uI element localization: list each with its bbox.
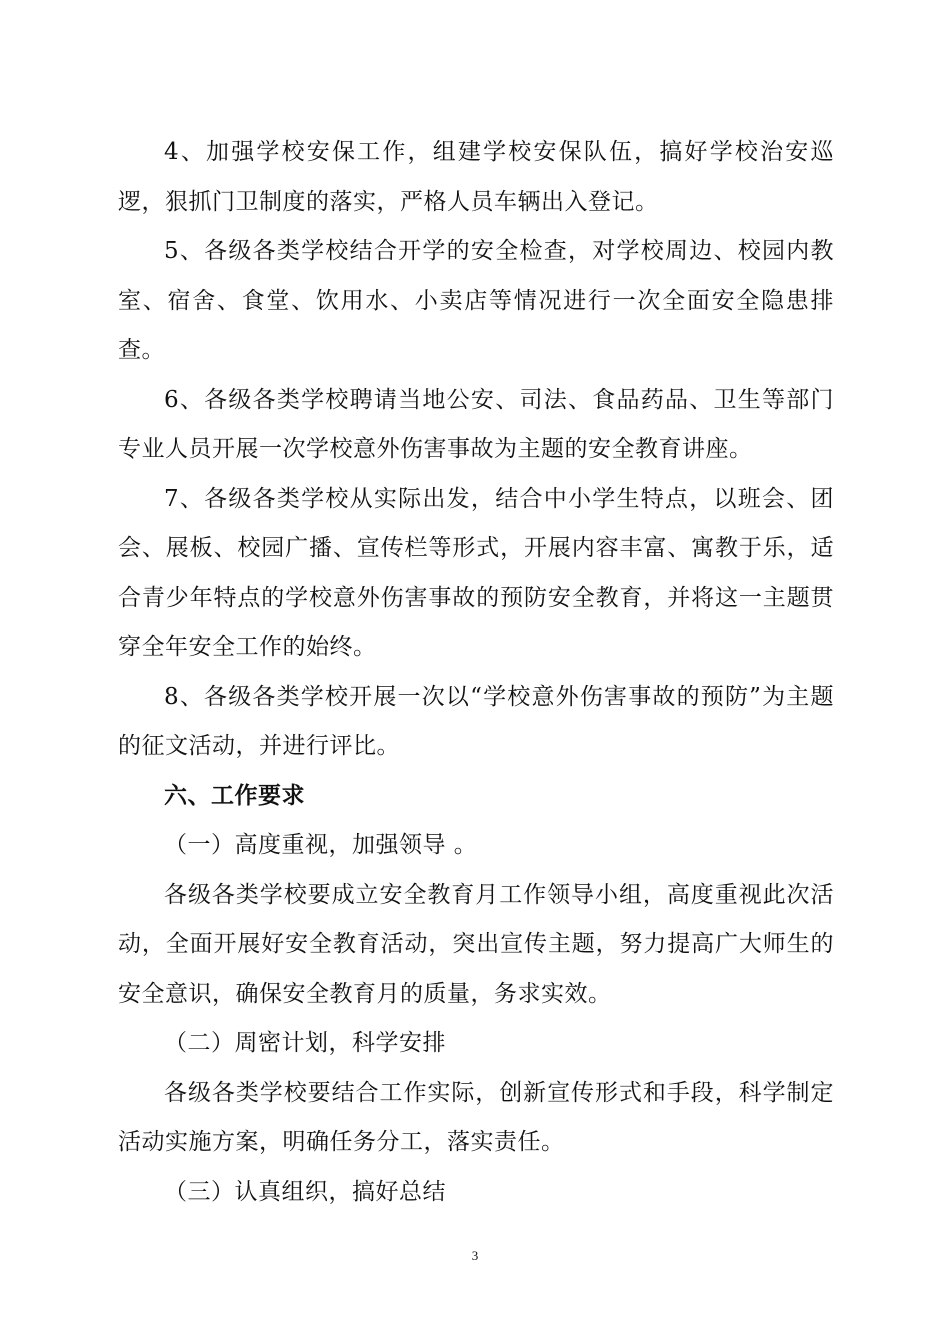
paragraph-requirement-1: 各级各类学校要成立安全教育月工作领导小组，高度重视此次活动，全面开展好安全教育活动，突出宣传主题，努力提高广大师生的安全意识，确保安全教育月的质量，务求实效。: [118, 881, 834, 1007]
document-body: [118, 128, 834, 1217]
section-heading-work-requirements: 六、工作要求: [164, 782, 305, 809]
paragraph-item-7: 7、各级各类学校从实际出发，结合中小学生特点，以班会、团会、展板、校园广播、宣传栏等形式，开展内容丰富、寓教于乐，适合青少年特点的学校意外伤害事故的预防安全教育，并将这一主题贯穿全年安全工作的始终。: [118, 485, 834, 660]
subheading-2: （二）周密计划，科学安排: [164, 1030, 446, 1056]
subheading-1: （一）高度重视，加强领导 。: [164, 832, 478, 858]
paragraph-item-6: 6、各级各类学校聘请当地公安、司法、食品药品、卫生等部门专业人员开展一次学校意外伤害事故为主题的安全教育讲座。: [118, 386, 834, 462]
paragraph-item-5: 5、各级各类学校结合开学的安全检查，对学校周边、校园内教室、宿舍、食堂、饮用水、小卖店等情况进行一次全面安全隐患排查。: [118, 238, 834, 363]
page-number: 3: [471, 1248, 479, 1263]
paragraph-requirement-2: 各级各类学校要结合工作实际，创新宣传形式和手段，科学制定活动实施方案，明确任务分工，落实责任。: [118, 1079, 834, 1155]
paragraph-item-4: 4、加强学校安保工作，组建学校安保队伍，搞好学校治安巡逻，狠抓门卫制度的落实，严格人员车辆出入登记。: [118, 139, 834, 215]
subheading-3: （三）认真组织，搞好总结: [164, 1178, 446, 1205]
paragraph-item-8: 8、各级各类学校开展一次以“学校意外伤害事故的预防”为主题的征文活动，并进行评比。: [118, 683, 834, 759]
